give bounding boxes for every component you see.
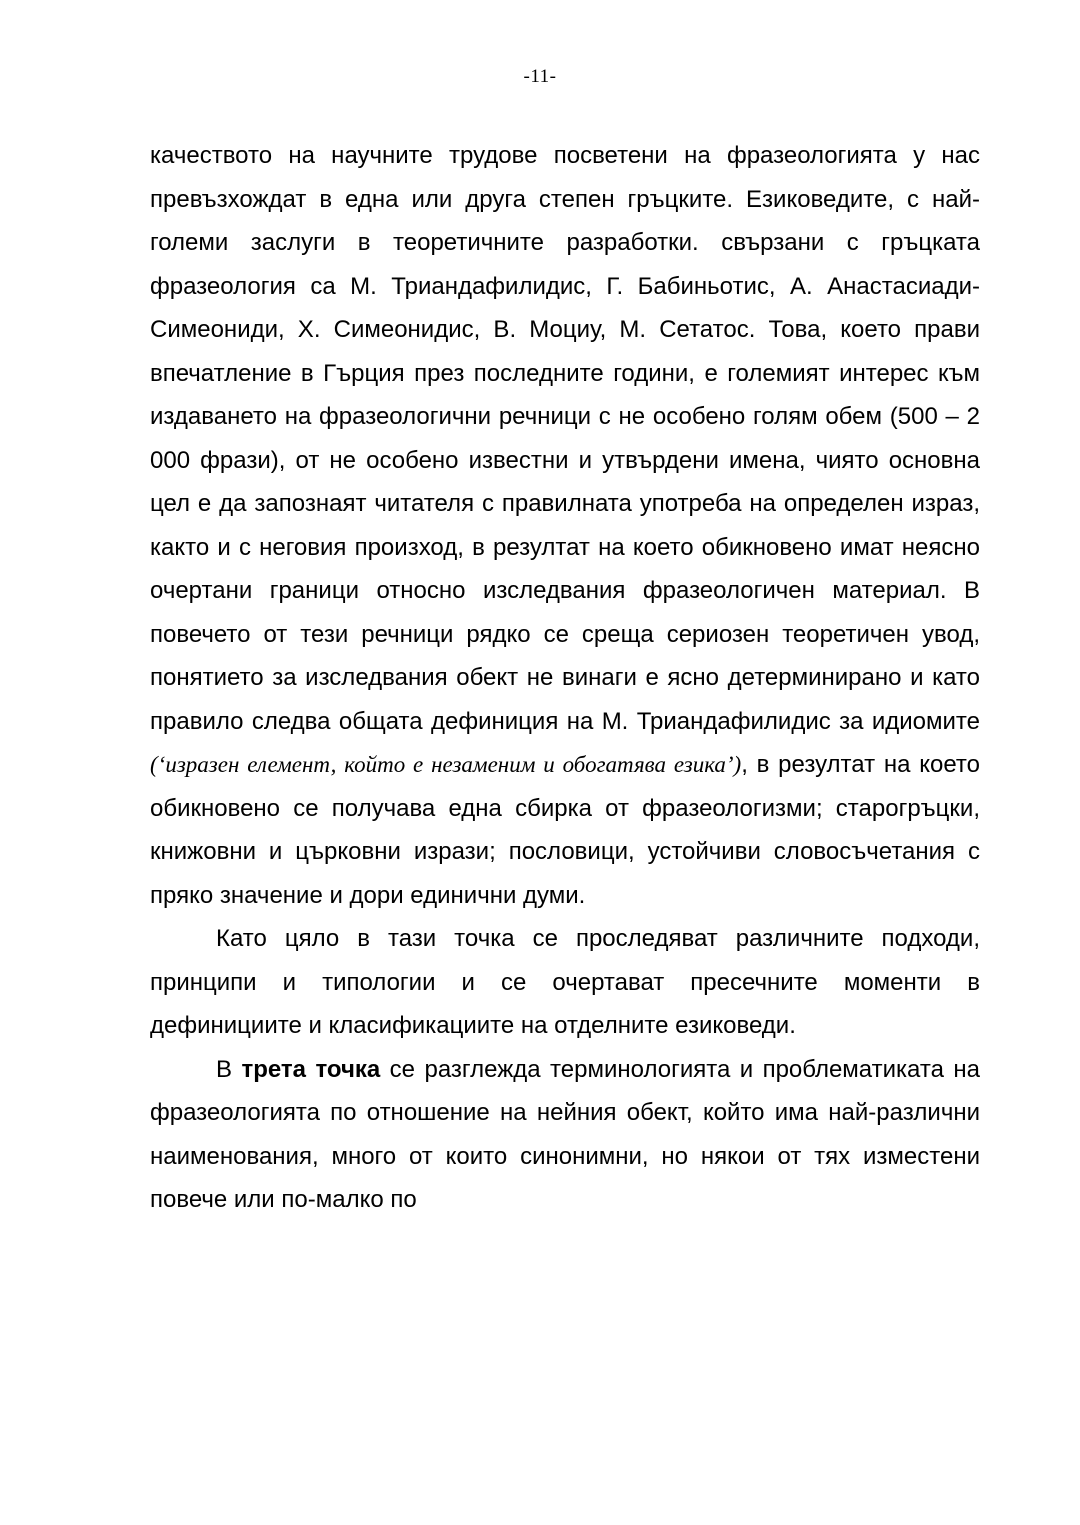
page-number: -11- <box>523 66 557 87</box>
paragraph-1 <box>150 134 980 917</box>
document-body <box>150 134 980 1222</box>
paragraph-1-continuation: , в резултат на което обикновено се получава една сбирка от фразеологизми; старогръцки, книжовни и църковни изрази; пословици, устойчиви словосъчетания с пряко значение и дори единични думи. <box>150 751 980 909</box>
paragraph-3 <box>150 1048 980 1222</box>
paragraph-3-lead: В <box>216 1055 242 1083</box>
paragraph-1-text: качеството на научните трудове посветени на фразеологията у нас превъзхождат в една или друга степен гръцките. Езиковедите, с най-големи заслуги в теоретичните разработки. свързани с гръцката фразеология са М. Триандафилидис, Г. Бабиньотис, А. Анастасиади-Симеониди, Х. Симеонидис, В. Моциу, М. Сетатос. Това, което прави впечатление в Гърция през последните години, е големият интерес към издаването на фразеологични речници с не особено голям обем (500 – 2 000 фрази), от не особено известни и утвърдени имена, чиято основна цел е да запознаят читателя с правилната употреба на определен израз, както и с неговия произход, в резултат на което обикновено имат неясно очертани граници относно изследвания фразеологичен материал. В повечето от тези речници рядко се среща сериозен теоретичен увод, понятието за изследвания обект не винаги е ясно детерминирано и като правило следва общата дефиниция на М. Триандафилидис за идиомите <box>150 142 980 735</box>
paragraph-3-emphasis: трета точка <box>241 1055 381 1083</box>
paragraph-3-text: се разглежда терминологията и проблематиката на фразеологията по отношение на нейния обект, който има най-различни наименования, много от които синонимни, но някои от тях изместени повече или по-малко по <box>150 1055 980 1213</box>
idiom-definition-quote: (‘изразен елемент, който е незаменим и обогатява езика’) <box>150 752 742 777</box>
paragraph-2: Като цяло в тази точка се проследяват различните подходи, принципи и типологии и се очертават пресечните моменти в дефинициите и класификациите на отделните езиковеди. <box>150 925 980 1039</box>
